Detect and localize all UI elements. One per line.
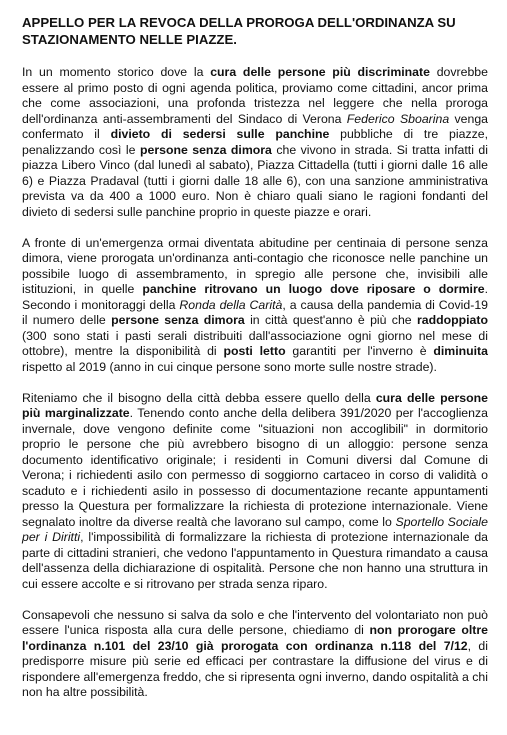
bold-text: cura delle persone più discriminate	[210, 65, 430, 79]
bold-text: cura delle persone più marginalizzate	[22, 390, 488, 420]
text-run: , di predisporre misure più serie ed efficaci per contrastare la diffusione del virus e di rispondere all'emergenza freddo, che si ripresenta ogni inverno, dando ospitalità a chi non ha altre possibilità.	[22, 638, 488, 699]
text-run: Riteniamo che il bisogno della città debba essere quello della	[22, 390, 376, 405]
text-run: In un momento storico dove la	[22, 65, 211, 79]
text-run: . Tenendo conto anche della delibera 391/2020 per l'accoglienza invernale, dove vengono definite come "situazioni non accoglibili" in dormitorio proprio le persone che più avrebbero bisogno di un alloggio: persone senza documento identificativo originale; i residenti in Comuni diversi dal Comune di Verona; i richiedenti asilo con permesso di soggiorno cartaceo in corso di validità o scaduto e i richiedenti asilo in possesso di documentazione recante appuntamenti presso la Questura per formalizzare la richiesta di protezione internazionale. Viene segnalato inoltre da diverse realtà che lavorano sul campo, come lo	[22, 406, 488, 529]
text-run: Consapevoli che nessuno si salva da solo e che l'intervento del volontariato non può essere l'unica risposta alla cura delle persone, chiediamo di	[22, 607, 488, 637]
text-run: rispetto al 2019 (anno in cui cinque persone sono morte sulle nostre strade).	[22, 359, 437, 374]
bold-text: non prorogare oltre l'ordinanza n.101 del 23/10 già prorogata con ordinanza n.118 del 7/12	[22, 623, 488, 653]
text-run: . Secondo i monitoraggi della	[22, 282, 488, 312]
italic-text: Ronda della Carità	[179, 297, 283, 312]
bold-text: panchine ritrovano un luogo dove riposare o dormire	[142, 282, 485, 296]
text-run: in città quest'anno è più che	[244, 313, 417, 327]
italic-text: Federico Sboarina	[346, 111, 450, 126]
document-body	[22, 65, 488, 701]
bold-text: diminuita	[433, 344, 488, 358]
document-page	[22, 14, 488, 732]
bold-text: posti letto	[223, 344, 286, 358]
italic-text: Sportello Sociale per i Diritti	[22, 514, 488, 544]
text-run: (300 sono stati i pasti serali distribuiti dall'associazione ogni giorno nel mese di ottobre), mentre la disponibilità di	[22, 328, 488, 358]
text-run: che vivono in strada. Si tratta infatti di piazza Libero Vinco (dal lunedì al sabato), Piazza Cittadella (tutti i giorni dalle 16 alle 6) e Piazza Pradaval (tutti i giorni dalle 18 alle 6), con una sanzione amministrativa prevista va da 400 a 1000 euro. Non è chiaro quali siano le ragioni fondanti del divieto di sedersi sulle panchine proprio in queste piazze e orari.	[22, 142, 488, 219]
bold-text: persone senza dimora	[139, 142, 272, 157]
text-run: pubbliche di tre piazze, penalizzando così le	[22, 127, 489, 157]
text-run: A fronte di un'emergenza ormai diventata abitudine per centinaia di persone senza dimora, viene prorogata un'ordinanza anti-contagio che riconosce nelle panchine un possibile luogo di assembramento, in spregio alle persone che, invisibili alle istituzioni, in quelle	[22, 235, 488, 296]
text-run: , a causa della pandemia di Covid-19 il numero delle	[22, 297, 489, 327]
paragraph-3	[22, 391, 488, 593]
bold-text: divieto di sedersi sulle panchine	[110, 127, 330, 141]
cutoff-line	[22, 716, 488, 732]
paragraph-4	[22, 608, 488, 701]
text-run: , l'impossibilità di formalizzare la richiesta di protezione internazionale da parte di cittadini stranieri, che vedono l'appuntamento in Questura rimandato a causa dell'assenza della dichiarazione di ospitalità. Persone che non hanno una struttura in cui essere accolte e si ritrovano per strada senza riparo.	[22, 530, 488, 591]
bold-text: persone senza dimora	[111, 313, 245, 327]
text-run: dovrebbe essere al primo posto di ogni agenda politica, proviamo come cittadini, ancor prima che come associazioni, una profonda tristezza nel leggere che nella proroga dell'ordinanza anti-assembramenti del Sindaco di Verona	[22, 65, 488, 126]
text-run: garantiti per l'inverno è	[285, 344, 434, 358]
paragraph-1	[22, 65, 488, 220]
bold-text: raddoppiato	[416, 313, 488, 327]
document-title: APPELLO PER LA REVOCA DELLA PROROGA DELL'ORDINANZA SU STAZIONAMENTO NELLE PIAZZE.	[22, 15, 456, 47]
text-run: venga confermato il	[22, 111, 489, 141]
paragraph-2	[22, 236, 488, 376]
